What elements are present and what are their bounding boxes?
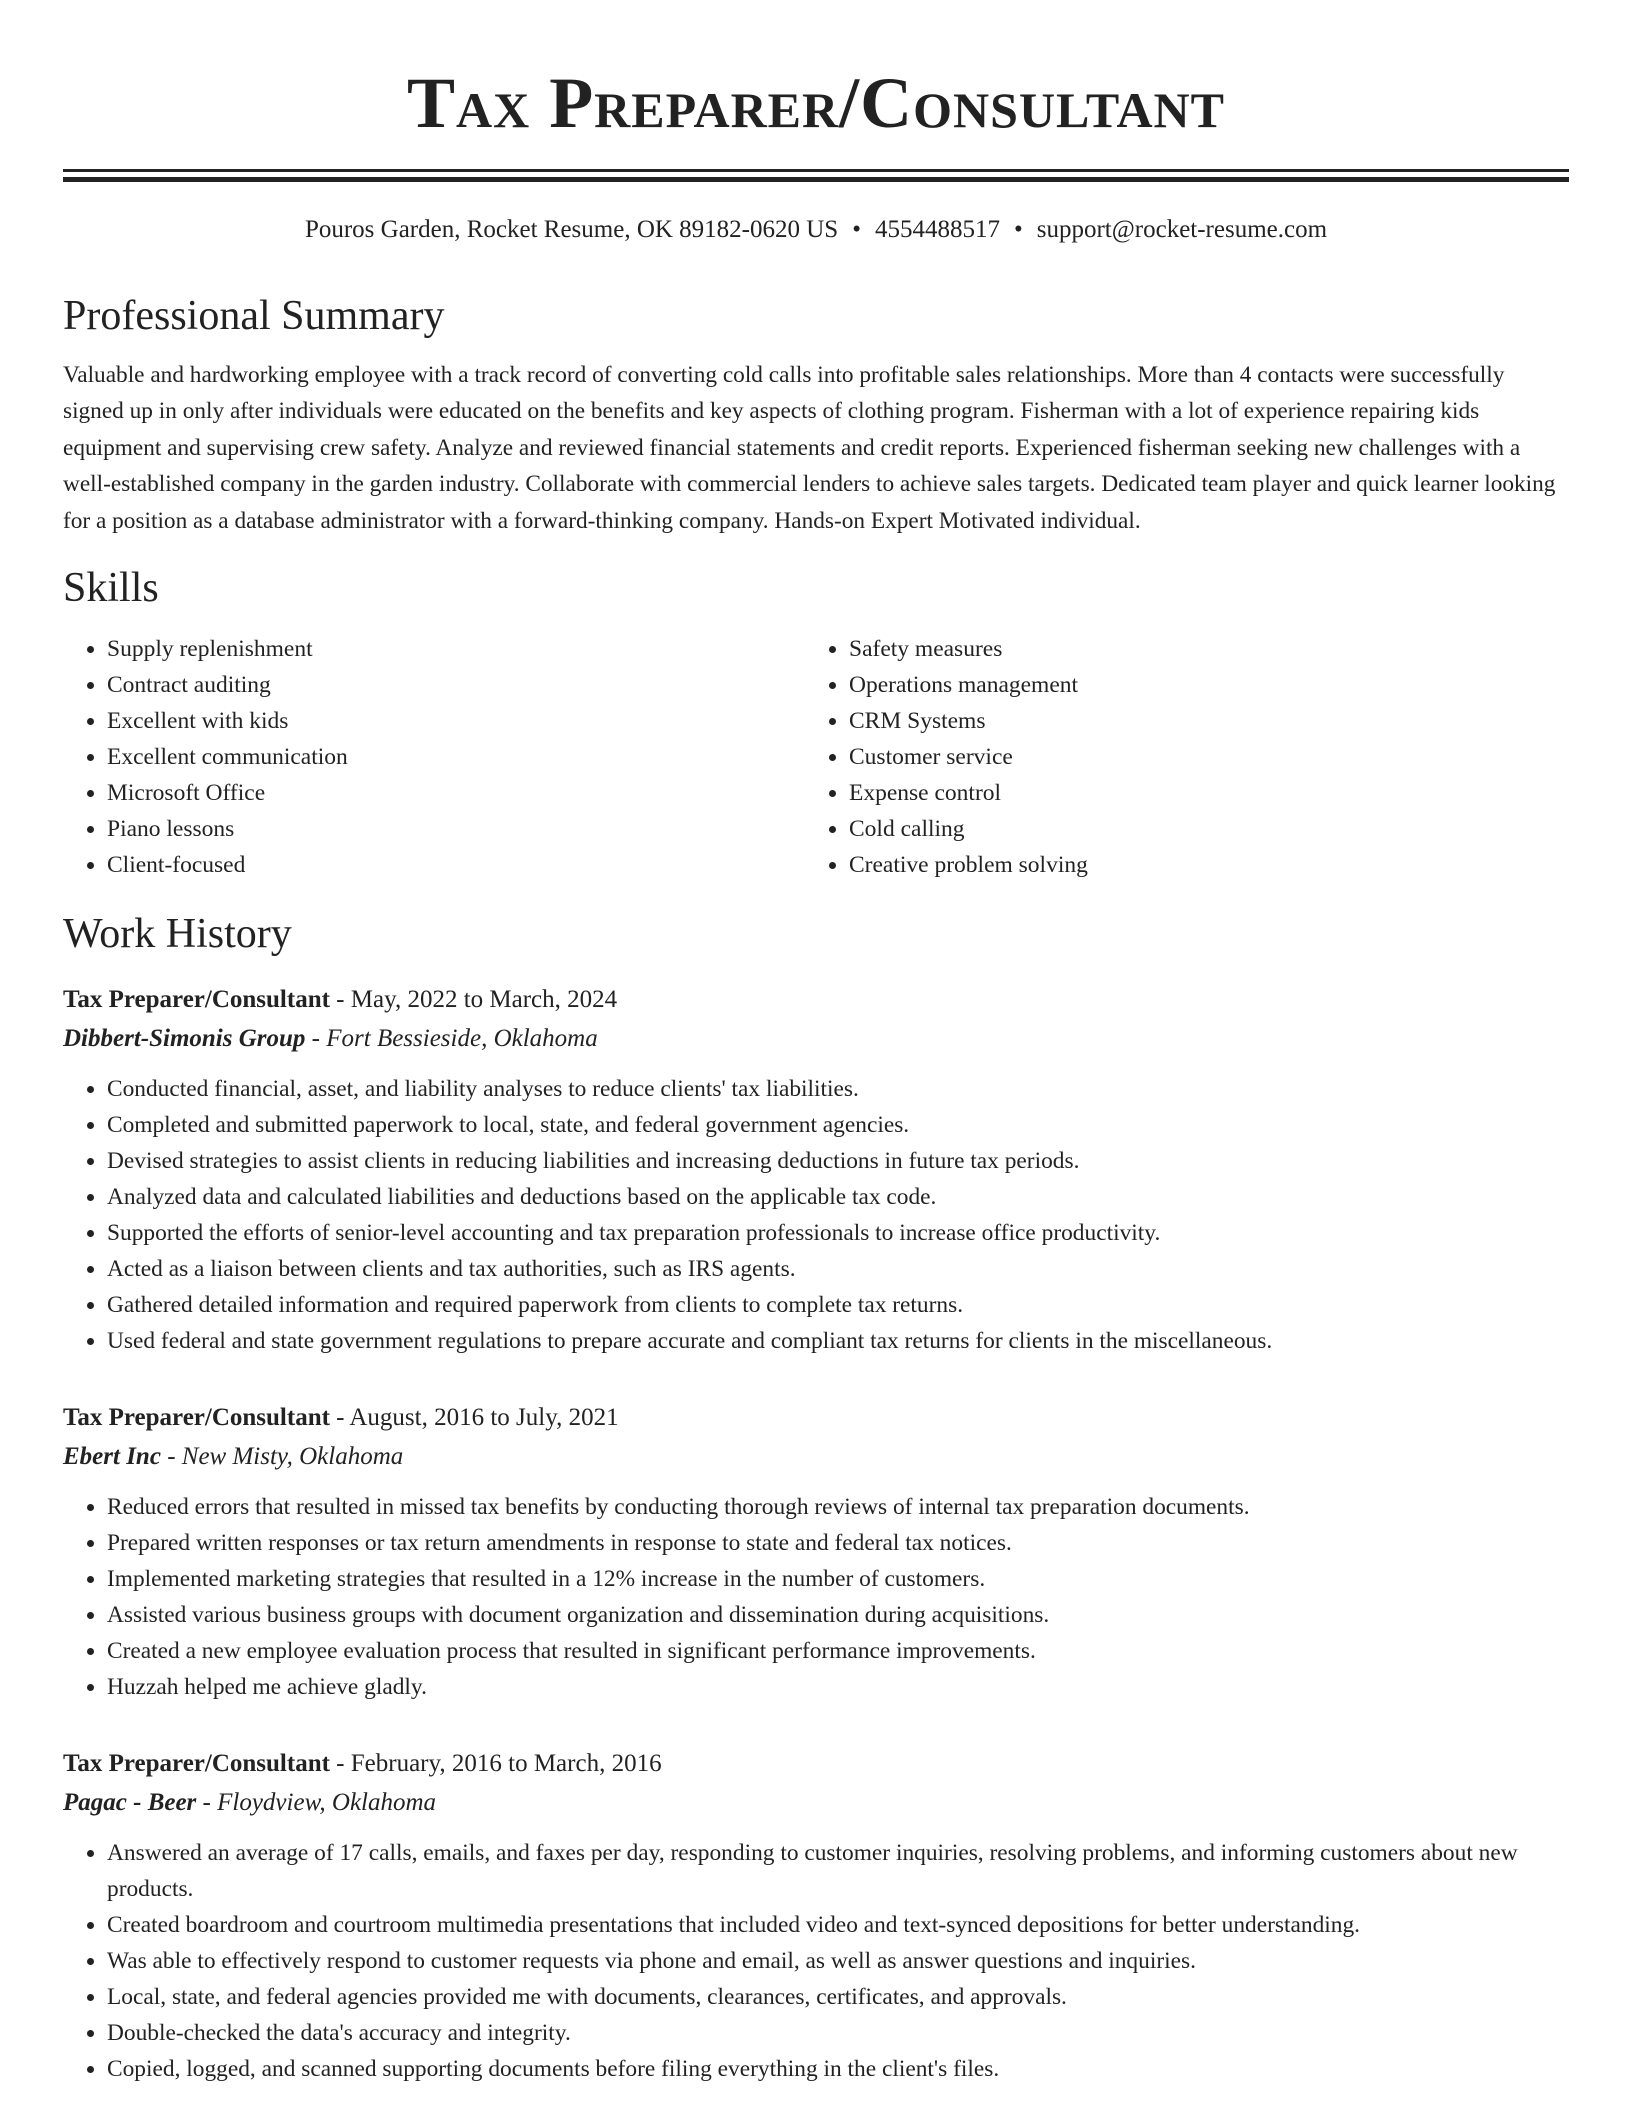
skill-item: • Contract auditing bbox=[107, 667, 805, 703]
skill-item: • Excellent with kids bbox=[107, 703, 805, 739]
contact-address: Pouros Garden, Rocket Resume, OK 89182-0620 US bbox=[304, 216, 839, 243]
skill-item: • Supply replenishment bbox=[107, 631, 805, 667]
job-dates: - February, 2016 to March, 2016 bbox=[329, 1750, 662, 1778]
job-company-line bbox=[63, 1437, 1569, 1477]
work-history-section-title: Work History bbox=[63, 911, 292, 958]
summary-section-title: Professional Summary bbox=[63, 293, 445, 339]
summary-text: Valuable and hardworking employee with a track record of converting cold calls into profitable sales relationships. More than 4 contacts were successfully signed up in only after individuals were educated on the benefits and key aspects of clothing program. Fisherman with a lot of experience repairing kids equipment and supervising crew safety. Analyze and reviewed financial statements and credit reports. Experienced fisherman seeking new challenges with a well-established company in the garden industry. Collaborate with commercial lenders to achieve sales targets. Dedicated team player and quick learner looking for a position as a database administrator with a forward-thinking company. Hands-on Expert Motivated individual. bbox=[63, 362, 1556, 534]
header-divider-thin bbox=[63, 169, 1569, 172]
job-duty-item: • Acted as a liaison between clients and tax authorities, such as IRS agents. bbox=[107, 1251, 1569, 1287]
contact-phone[interactable]: 4554488517 bbox=[874, 216, 1000, 243]
skills-column-right bbox=[805, 631, 1547, 883]
skill-item: • Creative problem solving bbox=[849, 847, 1547, 883]
job-duty-item: • Conducted financial, asset, and liability analyses to reduce clients' tax liabilities. bbox=[107, 1071, 1569, 1107]
contact-email[interactable]: support@rocket-resume.com bbox=[1036, 216, 1328, 243]
job-location: - Fort Bessieside, Oklahoma bbox=[305, 1025, 598, 1053]
job-duty-item: • Devised strategies to assist clients in reducing liabilities and increasing deductions in future tax periods. bbox=[107, 1143, 1569, 1179]
job-duty-item: • Local, state, and federal agencies provided me with documents, clearances, certificates, and approvals. bbox=[107, 1979, 1569, 2015]
skill-item: • Customer service bbox=[849, 739, 1547, 775]
job-company: Dibbert-Simonis Group bbox=[63, 1025, 306, 1053]
job-duty-item: • Huzzah helped me achieve gladly. bbox=[107, 1669, 1569, 1705]
job-company: Pagac - Beer bbox=[63, 1789, 197, 1817]
skill-item: • CRM Systems bbox=[849, 703, 1547, 739]
job-company-line bbox=[63, 1783, 1569, 1823]
job-duty-item: • Supported the efforts of senior-level accounting and tax preparation professionals to increase office productivity. bbox=[107, 1215, 1569, 1251]
skill-item: • Expense control bbox=[849, 775, 1547, 811]
job-company: Ebert Inc bbox=[63, 1443, 161, 1471]
job-company-line bbox=[63, 1019, 1569, 1059]
job-duties-list bbox=[63, 1489, 1569, 1705]
job-duties-list bbox=[63, 1071, 1569, 1359]
skills-section-title: Skills bbox=[63, 565, 159, 612]
job-role: Tax Preparer/Consultant bbox=[63, 1750, 330, 1778]
job-duty-item: • Created a new employee evaluation process that resulted in significant performance improvements. bbox=[107, 1633, 1569, 1669]
job-entry bbox=[63, 981, 1569, 1359]
skills-column-left bbox=[63, 631, 805, 883]
job-duty-item: • Used federal and state government regulations to prepare accurate and compliant tax returns for clients in the miscellaneous. bbox=[107, 1323, 1569, 1359]
job-location: - New Misty, Oklahoma bbox=[160, 1443, 404, 1471]
job-duty-item: • Assisted various business groups with document organization and dissemination during acquisitions. bbox=[107, 1597, 1569, 1633]
skill-item: • Safety measures bbox=[849, 631, 1547, 667]
job-role: Tax Preparer/Consultant bbox=[63, 1404, 330, 1432]
job-dates: - May, 2022 to March, 2024 bbox=[329, 986, 618, 1014]
contact-separator: • bbox=[1013, 216, 1023, 243]
job-title-line bbox=[63, 1745, 1569, 1783]
header-divider-thick bbox=[63, 177, 1569, 182]
job-title-line bbox=[63, 1399, 1569, 1437]
job-duty-item: • Gathered detailed information and required paperwork from clients to complete tax returns. bbox=[107, 1287, 1569, 1323]
skill-item: • Excellent communication bbox=[107, 739, 805, 775]
job-duty-item: • Completed and submitted paperwork to local, state, and federal government agencies. bbox=[107, 1107, 1569, 1143]
job-entry bbox=[63, 1745, 1569, 2087]
contact-separator: • bbox=[852, 216, 861, 243]
skill-item: • Microsoft Office bbox=[107, 775, 805, 811]
skill-item: • Client-focused bbox=[107, 847, 805, 883]
job-duty-item: • Prepared written responses or tax return amendments in response to state and federal tax notices. bbox=[107, 1525, 1569, 1561]
skills-list bbox=[63, 631, 1569, 883]
skill-item: • Cold calling bbox=[849, 811, 1547, 847]
job-duty-item: • Implemented marketing strategies that resulted in a 12% increase in the number of customers. bbox=[107, 1561, 1569, 1597]
job-location: - Floydview, Oklahoma bbox=[196, 1789, 437, 1817]
job-role: Tax Preparer/Consultant bbox=[63, 986, 330, 1014]
resume-name-heading: Tax Preparer/Consultant bbox=[406, 63, 1226, 143]
job-duty-item: • Copied, logged, and scanned supporting documents before filing everything in the client's files. bbox=[107, 2051, 1569, 2087]
job-duty-item: • Reduced errors that resulted in missed tax benefits by conducting thorough reviews of internal tax preparation documents. bbox=[107, 1489, 1569, 1525]
job-duty-item: • Answered an average of 17 calls, emails, and faxes per day, responding to customer inquiries, resolving problems, and informing customers about new products. bbox=[107, 1835, 1569, 1907]
job-duty-item: • Was able to effectively respond to customer requests via phone and email, as well as answer questions and inquiries. bbox=[107, 1943, 1569, 1979]
job-duty-item: • Double-checked the data's accuracy and integrity. bbox=[107, 2015, 1569, 2051]
job-title-line bbox=[63, 981, 1569, 1019]
skill-item: • Piano lessons bbox=[107, 811, 805, 847]
job-dates: - August, 2016 to July, 2021 bbox=[329, 1404, 619, 1432]
job-duties-list bbox=[63, 1835, 1569, 2087]
contact-line bbox=[63, 213, 1569, 247]
skill-item: • Operations management bbox=[849, 667, 1547, 703]
job-duty-item: • Created boardroom and courtroom multimedia presentations that included video and text-synced depositions for better understanding. bbox=[107, 1907, 1569, 1943]
job-duty-item: • Analyzed data and calculated liabilities and deductions based on the applicable tax code. bbox=[107, 1179, 1569, 1215]
job-entry bbox=[63, 1399, 1569, 1705]
